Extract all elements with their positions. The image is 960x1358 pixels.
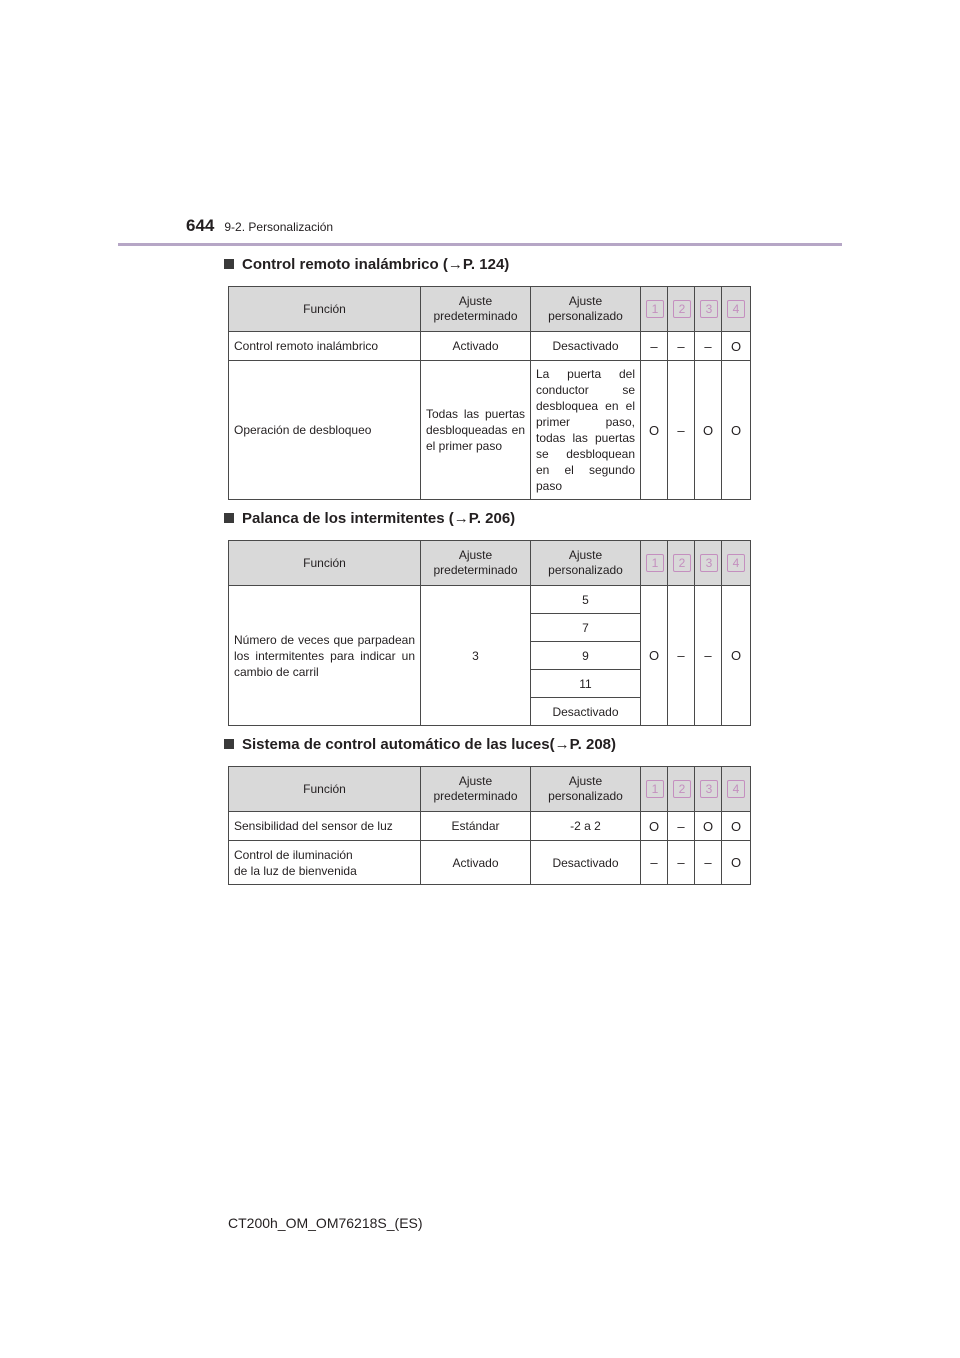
col-header-4: 4 bbox=[722, 287, 751, 332]
table-row: Número de veces que parpadean los intermitentes para indicar un cambio de carril 3 5 O – – O bbox=[229, 586, 751, 614]
section-title-auto-lights: Sistema de control automático de las luces(→P. 208) bbox=[224, 736, 616, 753]
col-header-ajuste-predeterminado: Ajuste predeterminado bbox=[421, 767, 531, 812]
table-row: 9 bbox=[229, 642, 751, 670]
table-auto-lights bbox=[228, 766, 751, 885]
col-header-1: 1 bbox=[641, 541, 668, 586]
col-header-4: 4 bbox=[722, 767, 751, 812]
table-header-row bbox=[229, 541, 751, 586]
table-wireless-remote bbox=[228, 286, 751, 500]
square-bullet-icon bbox=[224, 513, 234, 523]
table-turn-signal bbox=[228, 540, 751, 726]
col-header-funcion: Función bbox=[229, 287, 421, 332]
table-row: Control de iluminación de la luz de bienvenida Activado Desactivado – – – O bbox=[229, 841, 751, 885]
table-header-row bbox=[229, 767, 751, 812]
arrow-right-icon: → bbox=[453, 510, 469, 527]
arrow-right-icon: → bbox=[447, 256, 463, 273]
table-header-row bbox=[229, 287, 751, 332]
col-header-2: 2 bbox=[668, 287, 695, 332]
col-header-ajuste-predeterminado: Ajuste predeterminado bbox=[421, 287, 531, 332]
col-header-ajuste-personalizado: Ajuste personalizado bbox=[531, 541, 641, 586]
col-header-2: 2 bbox=[668, 767, 695, 812]
table-row: 11 bbox=[229, 670, 751, 698]
col-header-1: 1 bbox=[641, 767, 668, 812]
table-row: Desactivado bbox=[229, 698, 751, 726]
col-header-funcion: Función bbox=[229, 541, 421, 586]
page-number: 644 bbox=[186, 216, 215, 235]
header-divider bbox=[118, 243, 842, 246]
section-label: 9-2. Personalización bbox=[224, 220, 334, 234]
col-header-2: 2 bbox=[668, 541, 695, 586]
col-header-ajuste-predeterminado: Ajuste predeterminado bbox=[421, 541, 531, 586]
col-header-1: 1 bbox=[641, 287, 668, 332]
table-row: Operación de desbloqueo Todas las puertas desbloqueadas en el primer paso La puerta del conductor se desbloquea en el primer paso, todas las puertas se desbloquean en el segundo paso O – O O bbox=[229, 361, 751, 500]
table-row: 7 bbox=[229, 614, 751, 642]
col-header-4: 4 bbox=[722, 541, 751, 586]
arrow-right-icon: → bbox=[554, 736, 570, 753]
col-header-ajuste-personalizado: Ajuste personalizado bbox=[531, 767, 641, 812]
col-header-3: 3 bbox=[695, 541, 722, 586]
section-title-turn-signal: Palanca de los intermitentes (→P. 206) bbox=[224, 510, 515, 527]
page-header bbox=[186, 216, 333, 240]
col-header-3: 3 bbox=[695, 287, 722, 332]
section-title-wireless-remote: Control remoto inalámbrico (→P. 124) bbox=[224, 256, 509, 273]
col-header-funcion: Función bbox=[229, 767, 421, 812]
table-row: Control remoto inalámbrico Activado Desactivado – – – O bbox=[229, 332, 751, 361]
square-bullet-icon bbox=[224, 259, 234, 269]
table-row: Sensibilidad del sensor de luz Estándar -2 a 2 O – O O bbox=[229, 812, 751, 841]
col-header-3: 3 bbox=[695, 767, 722, 812]
square-bullet-icon bbox=[224, 739, 234, 749]
col-header-ajuste-personalizado: Ajuste personalizado bbox=[531, 287, 641, 332]
document-code: CT200h_OM_OM76218S_(ES) bbox=[228, 1215, 423, 1231]
